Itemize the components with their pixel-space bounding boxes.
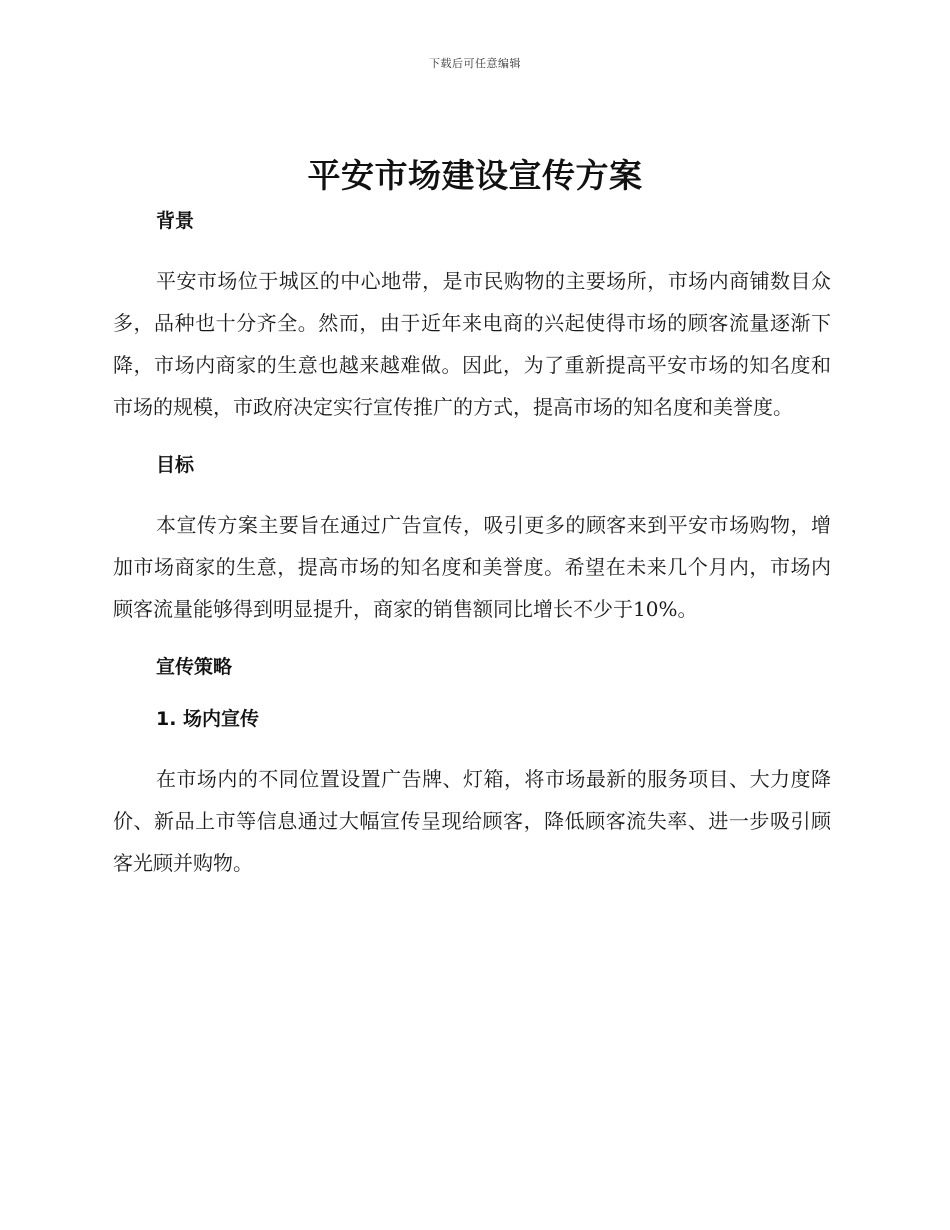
section-heading-strategy: 宣传策略 bbox=[156, 656, 233, 678]
subheading-onsite-promotion: 1. 场内宣传 bbox=[156, 708, 260, 730]
document-body bbox=[113, 204, 831, 884]
header-note: 下载后可任意编辑 bbox=[429, 57, 521, 70]
strategy-paragraph: 在市场内的不同位置设置广告牌、灯箱，将市场最新的服务项目、大力度降价、新品上市等信息通过大幅宣传呈现给顾客，降低顾客流失率、进一步吸引顾客光顾并购物。 bbox=[113, 767, 831, 875]
section-heading-goal: 目标 bbox=[156, 454, 195, 476]
background-paragraph: 平安市场位于城区的中心地带，是市民购物的主要场所，市场内商铺数目众多，品种也十分齐全。然而，由于近年来电商的兴起使得市场的顾客流量逐渐下降，市场内商家的生意也越来越难做。因此，为了重新提高平安市场的知名度和市场的规模，市政府决定实行宣传推广的方式，提高市场的知名度和美誉度。 bbox=[113, 269, 831, 419]
section-heading-background: 背景 bbox=[156, 210, 195, 232]
goal-paragraph: 本宣传方案主要旨在通过广告宣传，吸引更多的顾客来到平安市场购物，增加市场商家的生意，提高市场的知名度和美誉度。希望在未来几个月内，市场内顾客流量能够得到明显提升，商家的销售额同比增长不少于10%。 bbox=[113, 513, 831, 621]
document-title: 平安市场建设宣传方案 bbox=[307, 156, 643, 195]
